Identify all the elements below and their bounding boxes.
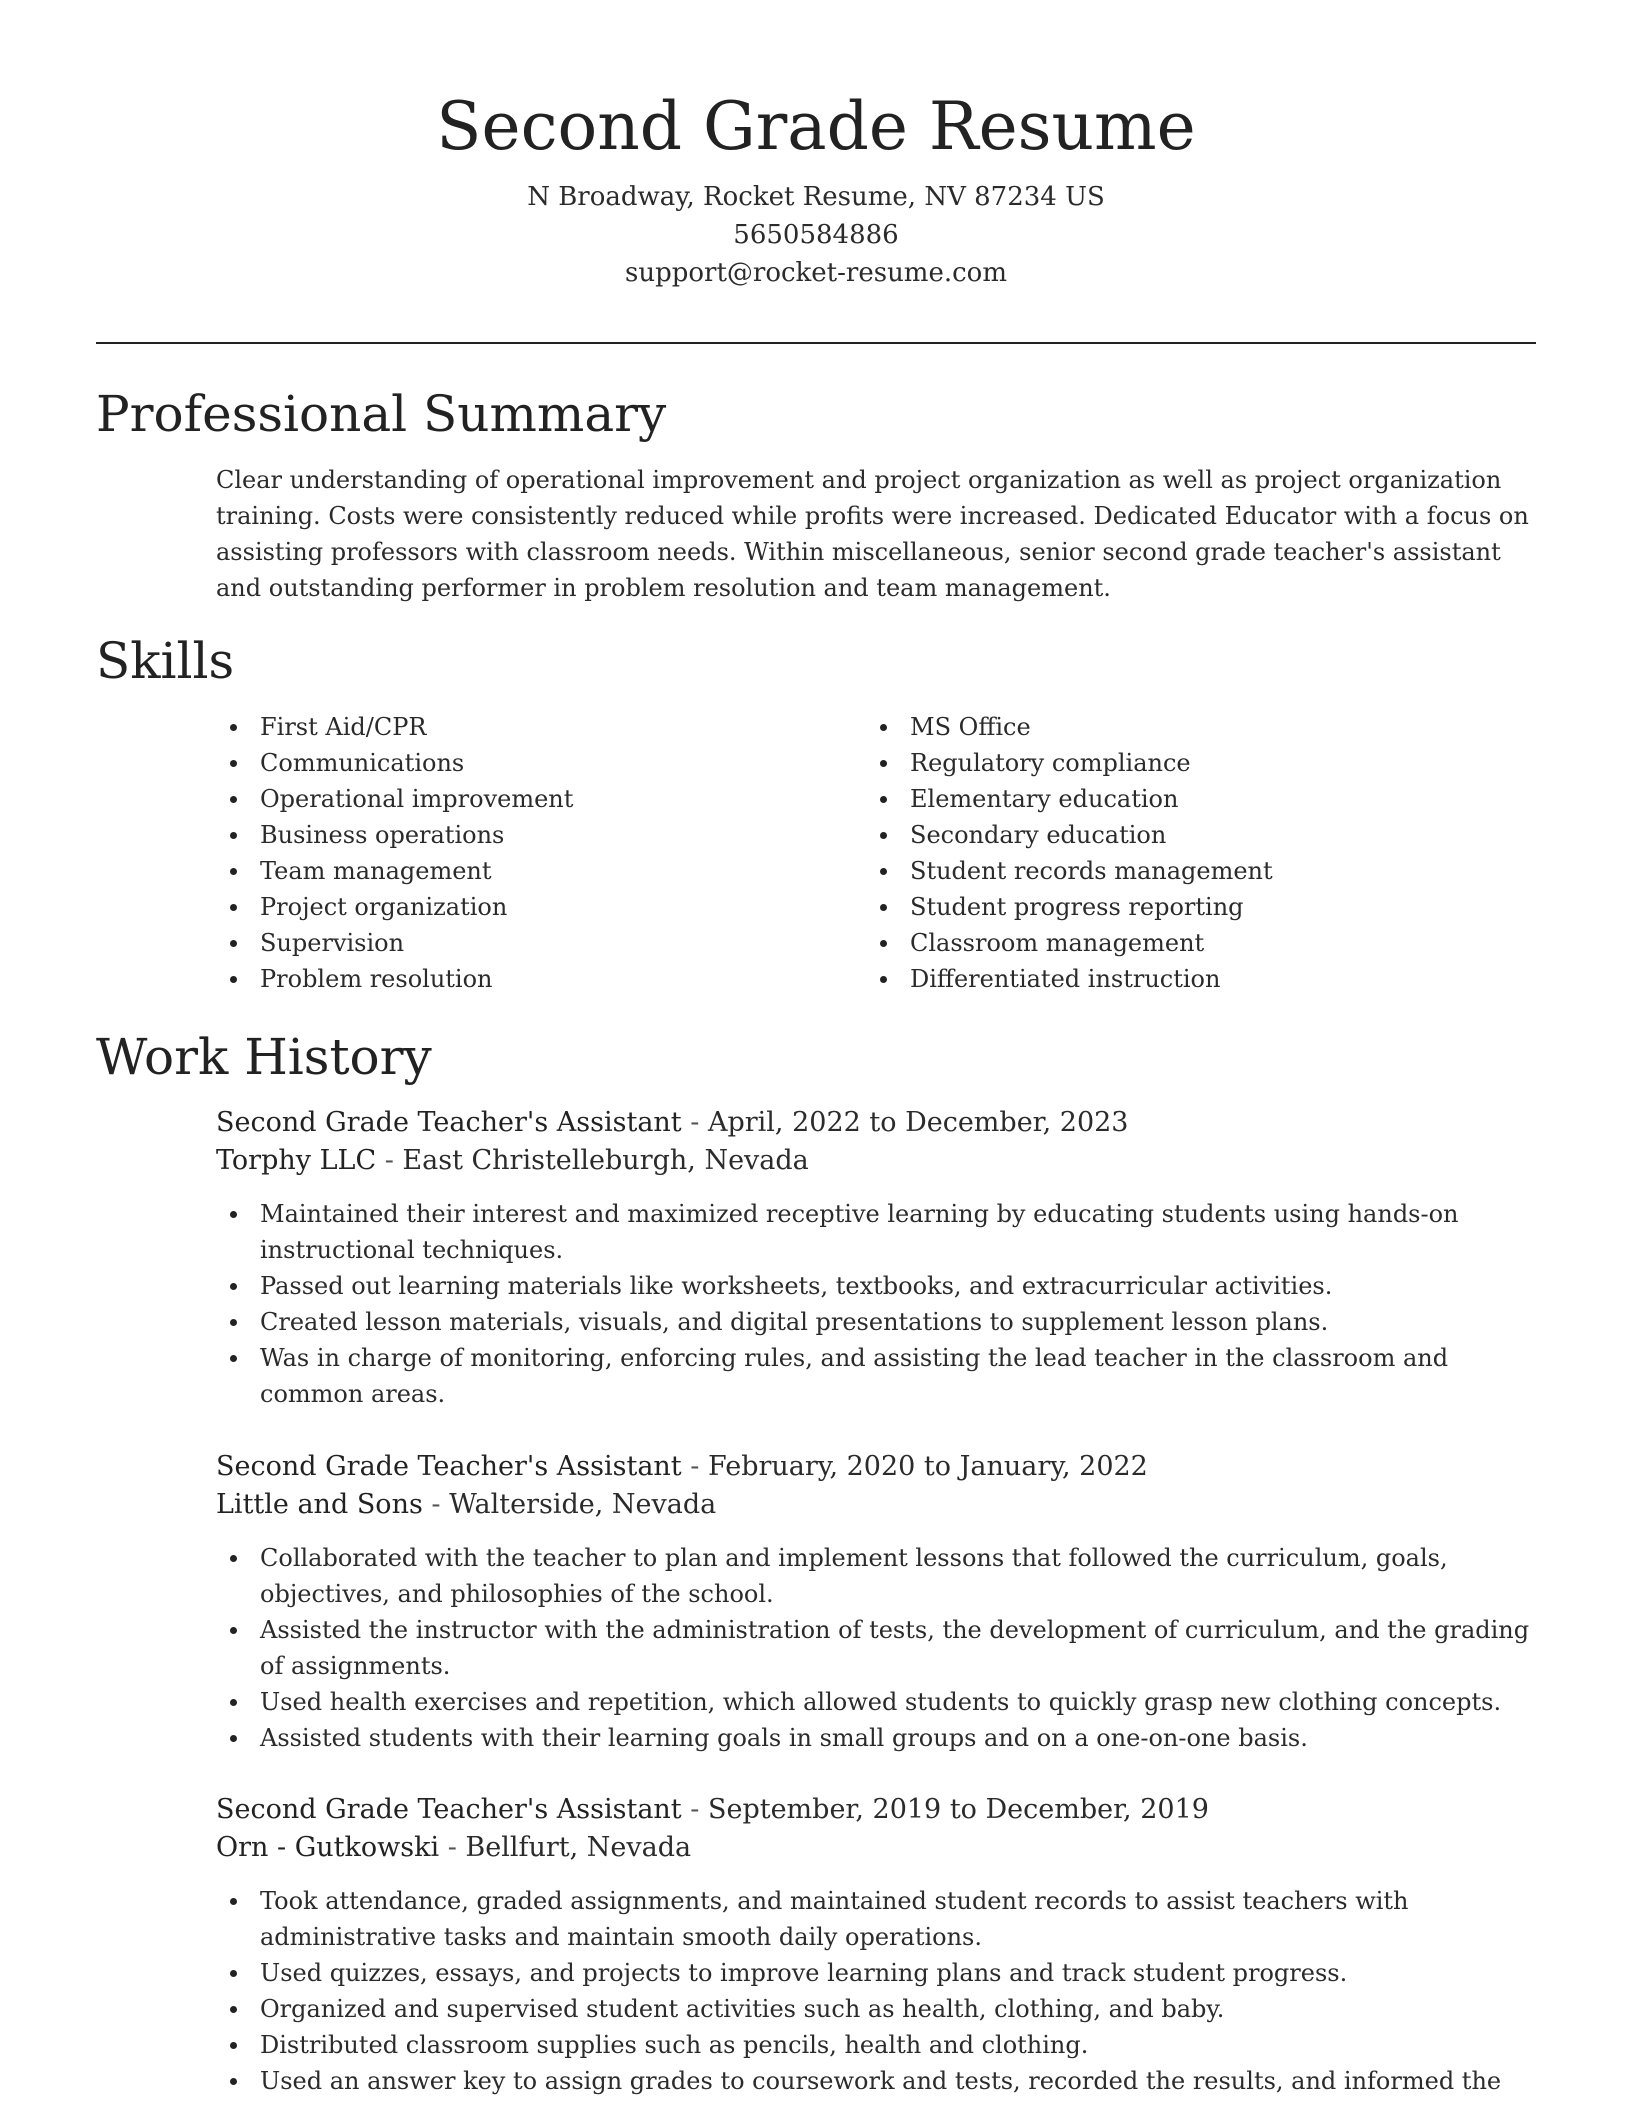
job-title-line (216, 1104, 1536, 1142)
job-bullet-list (216, 1540, 1536, 1756)
skill-item: Problem resolution (216, 961, 856, 997)
job-bullet: Used quizzes, essays, and projects to improve learning plans and track student progress. (216, 1955, 1536, 1991)
job-bullet: Used an answer key to assign grades to coursework and tests, recorded the results, and informed the (216, 2063, 1536, 2099)
job-dates: September, 2019 to December, 2019 (707, 1794, 1209, 1825)
skill-item: Student progress reporting (866, 889, 1506, 925)
skill-item: Regulatory compliance (866, 745, 1506, 781)
separator: - (439, 1832, 466, 1863)
separator: - (376, 1145, 403, 1176)
job-company: Torphy LLC (216, 1145, 377, 1176)
skill-item: Differentiated instruction (866, 961, 1506, 997)
job-bullet-list (216, 1196, 1536, 1412)
job-title: Second Grade Teacher's Assistant (216, 1107, 682, 1138)
job-bullet: Took attendance, graded assignments, and maintained student records to assist teachers with administrative tasks and maintain smooth daily operations. (216, 1883, 1536, 1955)
job-company: Little and Sons (216, 1489, 423, 1520)
job-location: East Christelleburgh, Nevada (402, 1145, 809, 1176)
skill-item: Team management (216, 853, 856, 889)
job-bullet: Collaborated with the teacher to plan and implement lessons that followed the curriculum, goals, objectives, and philosophies of the school. (216, 1540, 1536, 1612)
skill-item: Communications (216, 745, 856, 781)
job-company-line (216, 1142, 1536, 1180)
skill-item: First Aid/CPR (216, 709, 856, 745)
skills-heading: Skills (96, 632, 235, 690)
skill-item: Student records management (866, 853, 1506, 889)
skill-item: Operational improvement (216, 781, 856, 817)
separator: - (681, 1794, 708, 1825)
job-bullet: Maintained their interest and maximized receptive learning by educating students using hands-on instructional techniques. (216, 1196, 1536, 1268)
skill-item: Business operations (216, 817, 856, 853)
job-title-line (216, 1791, 1536, 1829)
skill-item: Secondary education (866, 817, 1506, 853)
job-bullet: Organized and supervised student activities such as health, clothing, and baby. (216, 1991, 1536, 2027)
job-bullet: Used health exercises and repetition, which allowed students to quickly grasp new clothing concepts. (216, 1684, 1536, 1720)
job-location: Bellfurt, Nevada (465, 1832, 692, 1863)
skill-item: Elementary education (866, 781, 1506, 817)
job-entry (216, 1791, 1536, 2099)
header-divider (96, 342, 1536, 344)
summary-heading: Professional Summary (96, 385, 667, 443)
contact-email: support@rocket-resume.com (624, 258, 1007, 288)
resume-name: Second Grade Resume (436, 88, 1196, 165)
job-bullet: Created lesson materials, visuals, and digital presentations to supplement lesson plans. (216, 1304, 1536, 1340)
job-bullet: Passed out learning materials like worksheets, textbooks, and extracurricular activities. (216, 1268, 1536, 1304)
skills-list-left (216, 709, 856, 997)
resume-header (96, 84, 1536, 292)
job-bullet: Assisted students with their learning goals in small groups and on a one-on-one basis. (216, 1720, 1536, 1756)
job-dates: February, 2020 to January, 2022 (707, 1451, 1148, 1482)
job-company: Orn - Gutkowski (216, 1832, 440, 1863)
skill-item: Supervision (216, 925, 856, 961)
job-title-line (216, 1448, 1536, 1486)
job-dates: April, 2022 to December, 2023 (707, 1107, 1129, 1138)
skill-item: MS Office (866, 709, 1506, 745)
job-bullet: Distributed classroom supplies such as pencils, health and clothing. (216, 2027, 1536, 2063)
job-bullet-list (216, 1883, 1536, 2099)
contact-address: N Broadway, Rocket Resume, NV 87234 US (527, 182, 1105, 212)
job-location: Walterside, Nevada (449, 1489, 717, 1520)
job-entry (216, 1448, 1536, 1756)
separator: - (422, 1489, 450, 1520)
work-history-heading: Work History (96, 1028, 432, 1086)
separator: - (681, 1107, 708, 1138)
job-title: Second Grade Teacher's Assistant (216, 1451, 682, 1482)
contact-phone: 5650584886 (733, 220, 899, 250)
job-entry (216, 1104, 1536, 1412)
skill-item: Classroom management (866, 925, 1506, 961)
separator: - (681, 1451, 708, 1482)
job-bullet: Was in charge of monitoring, enforcing rules, and assisting the lead teacher in the classroom and common areas. (216, 1340, 1536, 1412)
summary-text: Clear understanding of operational improvement and project organization as well as project organization training. Costs were consistently reduced while profits were increased. Dedicated Educator with a focus on assisting professors with classroom needs. Within miscellaneous, senior second grade teacher's assistant and outstanding performer in problem resolution and team management. (216, 466, 1529, 602)
skill-item: Project organization (216, 889, 856, 925)
skills-list-right (866, 709, 1506, 997)
job-company-line (216, 1829, 1536, 1867)
job-title: Second Grade Teacher's Assistant (216, 1794, 682, 1825)
job-company-line (216, 1486, 1536, 1524)
job-bullet: Assisted the instructor with the administration of tests, the development of curriculum, and the grading of assignments. (216, 1612, 1536, 1684)
